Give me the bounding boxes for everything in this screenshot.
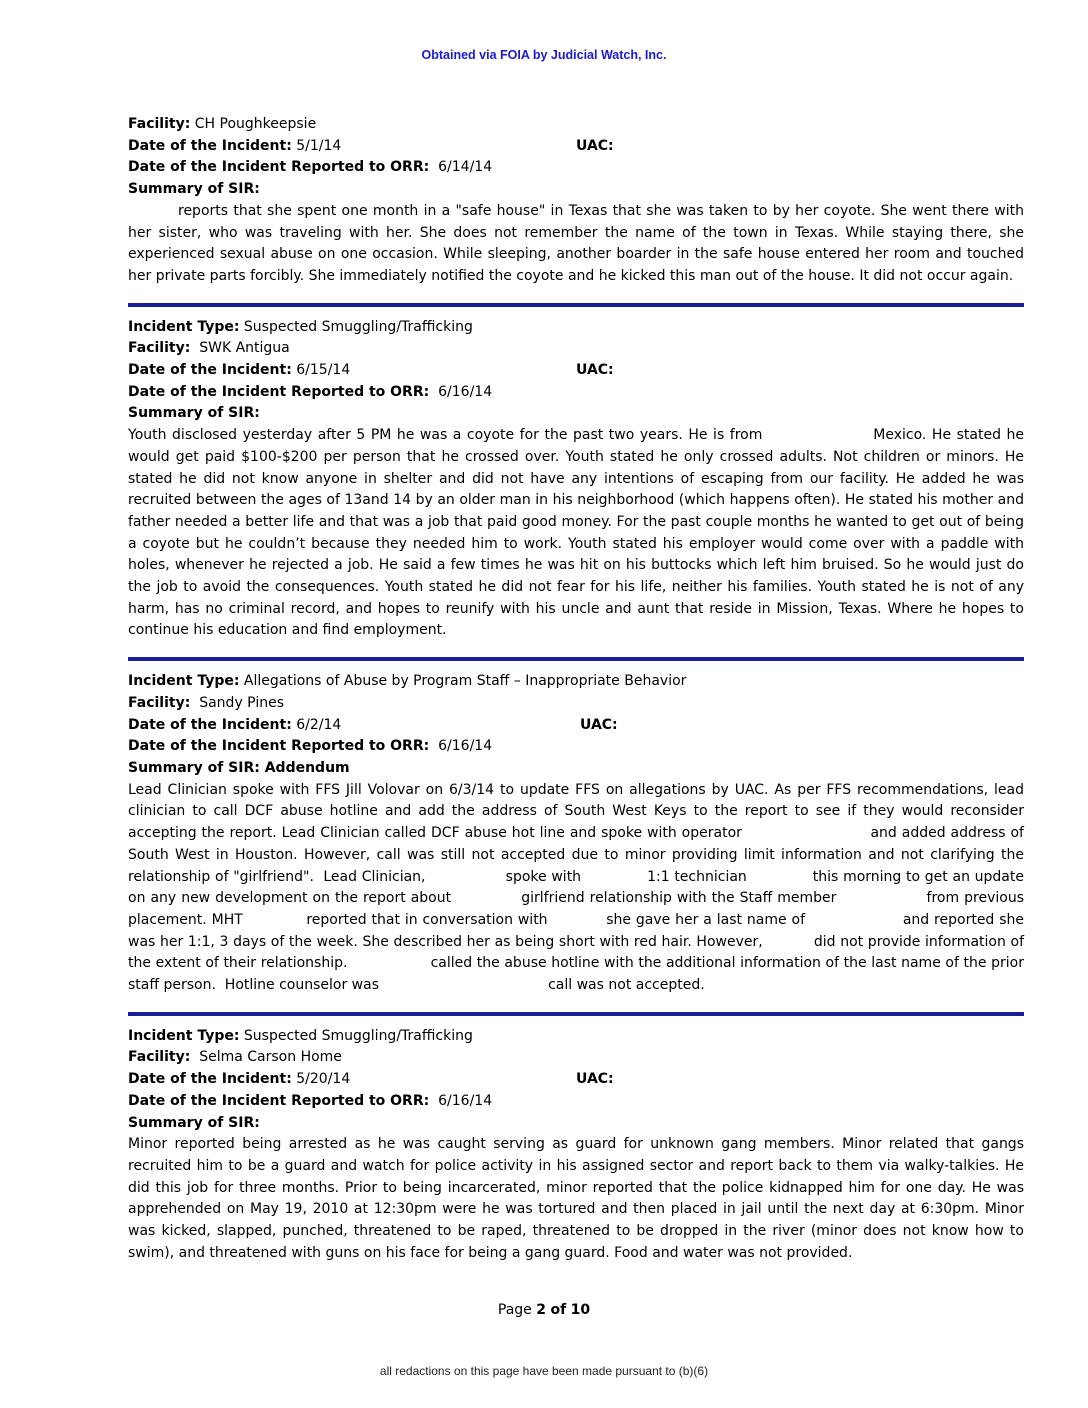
facility-label: Facility: [128, 1049, 191, 1066]
facility-value: Sandy Pines [199, 694, 284, 711]
summary-text: Lead Clinician spoke with FFS Jill Volovar on 6/3/14 to update FFS on allegations by UAC. As per FFS recommendations, lead clinician to call DCF abuse hotline and add the address of South West Keys to the report to see if they would reconsider accepting the report. Lead Clinician called DCF abuse hot line and spoke with operator and added address of South West in Houston. However, call was still not accepted due to minor providing limit information and not clarifying the relationship of "girlfriend". Lead Clinician, spoke with 1:1 technician this morning to get an update on any new development on the report about girlfriend relationship with the Staff member from previous placement. MHT reported that in conversation with she gave her a last name of and reported she was her 1:1, 3 days of the week. She described her as being short with red hair. However, did not provide information of the extent of their relationship. called the abuse hotline with the additional information of the last name of the prior staff person. Hotline counselor was call was not accepted. [128, 781, 1029, 994]
incident-type-label: Incident Type [128, 1027, 234, 1044]
date-incident-label: Date of the Incident: [128, 1071, 292, 1088]
uac-label: UAC: [576, 362, 614, 379]
summary-text: reports that she spent one month in a "safe house" in Texas that she was taken to by her coyote. She went there with her sister, who was traveling with her. She does not remember the name of the town in Texas. While staying there, she experienced sexual abuse on one occasion. While sleeping, another boarder in the safe house entered her room and touched her private parts forcibly. She immediately notified the coyote and he kicked this man out of the house. It did not occur again. [128, 202, 1024, 284]
foia-notice: Obtained via FOIA by Judicial Watch, Inc. [421, 48, 667, 62]
section-divider [128, 303, 1024, 307]
page-number [0, 1302, 1088, 1318]
page-total: 10 [570, 1302, 591, 1318]
date-reported-label: Date of the Incident Reported to ORR: [128, 1092, 430, 1109]
facility-label: Facility: [128, 694, 191, 711]
redaction-note: all redactions on this page have been made pursuant to (b)(6) [379, 1364, 709, 1378]
date-incident-value: 6/15/14 [296, 362, 351, 379]
date-incident-label: Date of the Incident: [128, 137, 292, 154]
incident-type-label: Incident Type [128, 318, 234, 335]
date-reported-value: 6/16/14 [438, 1092, 493, 1109]
summary-label: Summary of SIR: [128, 405, 260, 422]
summary-label: Summary of SIR: [128, 759, 260, 776]
uac-label: UAC: [576, 1071, 614, 1088]
incident-entry-1 [128, 114, 1024, 288]
facility-label: Facility: [128, 116, 191, 132]
date-incident-value: 6/2/14 [296, 716, 342, 733]
summary-text: Youth disclosed yesterday after 5 PM he was a coyote for the past two years. He is from Mexico. He stated he would get paid $100-$200 per person that he crossed over. Youth stated he only crossed adults. Not children or minors. He stated he did not know anyone in shelter and did not have any intentions of escaping from our facility. He added he was recruited between the ages of 13and 14 by an older man in his neighborhood (which happens often). He stated his mother and father needed a better life and that was a job that paid good money. For the past couple months he wanted to get out of being a coyote but he couldn’t because they needed him to work. Youth stated his employer would come over with a paddle with holes, whenever he rejected a job. He said a few times he was hit on his buttocks which left him bruised. So he would just do the job to avoid the consequences. Youth stated he did not fear for his life, neither his families. Youth stated he is not of any harm, has no criminal record, and hopes to reunify with his uncle and aunt that reside in Mission, Texas. Where he hopes to continue his education and find employment. [128, 427, 1029, 639]
incident-type-label: Incident Type [128, 673, 234, 690]
date-incident-label: Date of the Incident: [128, 362, 292, 379]
date-reported-label: Date of the Incident Reported to ORR: [128, 383, 430, 400]
facility-value: CH Poughkeepsie [194, 116, 317, 132]
date-reported-label: Date of the Incident Reported to ORR: [128, 159, 430, 176]
facility-value: SWK Antigua [199, 340, 290, 357]
incident-entry-2: Incident Type: Suspected Smuggling/Trafficking Facility: SWK Antigua Date of the Incident: 6/15/14 UAC: Date of the Incident Reported to ORR: 6/16/14 Summary of SIR: Youth disclosed yesterday after 5 PM he was a coyote for the past two years. He is from Mexico. He stated he would get paid $100-$200 per person that he crossed over. Youth stated he only crossed adults. Not children or minors. He stated he did not know anyone in shelter and did not have any intentions of escaping from our facility. He added he was recruited between the ages of 13and 14 by an older man in his neighborhood (which happens often). He stated his mother and father needed a better life and that was a job that paid good money. For the past couple months he wanted to get out of being a coyote but he couldn’t because they needed him to work. Youth stated his employer would come over with a paddle with holes, whenever he rejected a job. He said a few times he was hit on his buttocks which left him bruised. So he would just do the job to avoid the consequences. Youth stated he did not fear for his life, neither his families. Youth stated he is not of any harm, has no criminal record, and hopes to reunify with his uncle and aunt that reside in Mission, Texas. Where he hopes to continue his education and find employment. [128, 317, 1024, 643]
date-reported-value: 6/16/14 [438, 383, 493, 400]
section-divider [128, 657, 1024, 661]
incident-type-value: Suspected Smuggling/Trafficking [243, 318, 473, 335]
summary-label: Summary of SIR: [128, 1114, 260, 1131]
summary-addendum: Addendum [264, 759, 350, 776]
facility-label: Facility: [128, 340, 191, 357]
date-reported-value: 6/14/14 [438, 159, 493, 176]
summary-label: Summary of SIR: [128, 181, 260, 198]
facility-value: Selma Carson Home [199, 1049, 342, 1066]
incident-type-value: Allegations of Abuse by Program Staff – Inappropriate Behavior [243, 673, 687, 690]
of-word: of [550, 1302, 567, 1318]
uac-label: UAC: [580, 716, 618, 733]
page-word: Page [497, 1302, 532, 1318]
date-incident-label: Date of the Incident: [128, 716, 292, 733]
page-current: 2 [536, 1302, 546, 1318]
date-reported-label: Date of the Incident Reported to ORR: [128, 738, 430, 755]
incident-list [128, 114, 1029, 1264]
incident-entry-3: Incident Type: Allegations of Abuse by Program Staff – Inappropriate Behavior Facility: Sandy Pines Date of the Incident: 6/2/14 UAC: Date of the Incident Reported to ORR: 6/16/14 Summary of SIR: Addendum Lead Clinician spoke with FFS Jill Volovar on 6/3/14 to update FFS on allegations by UAC. As per FFS recommendations, lead clinician to call DCF abuse hotline and add the address of South West Keys to the report to see if they would reconsider accepting the report. Lead Clinician called DCF abuse hot line and spoke with operator and added address of South West in Houston. However, call was still not accepted due to minor providing limit information and not clarifying the relationship of "girlfriend". Lead Clinician, spoke with 1:1 technician this morning to get an update on any new development on the report about girlfriend relationship with the Staff member from previous placement. MHT reported that in conversation with she gave her a last name of and reported she was her 1:1, 3 days of the week. She described her as being short with red hair. However, did not provide information of the extent of their relationship. called the abuse hotline with the additional information of the last name of the prior staff person. Hotline counselor was call was not accepted. [128, 671, 1024, 997]
date-incident-value: 5/20/14 [296, 1071, 351, 1088]
section-divider [128, 1012, 1024, 1016]
date-incident-value: 5/1/14 [296, 137, 342, 154]
uac-label: UAC: [576, 137, 614, 154]
summary-text: Minor reported being arrested as he was caught serving as guard for unknown gang members. Minor related that gangs recruited him to be a guard and watch for police activity in his assigned sector and report back to them via walky-talkies. He did this job for three months. Prior to being incarcerated, minor reported that the police kidnapped him for one day. He was apprehended on May 19, 2010 at 12:30pm were he was tortured and then placed in jail until the next day at 6:30pm. Minor was kicked, slapped, punched, threatened to be raped, threatened to be dropped in the river (minor does not know how to swim), and threatened with guns on his face for being a gang guard. Food and water was not provided. [128, 1136, 1024, 1261]
incident-type-value: Suspected Smuggling/Trafficking [243, 1027, 473, 1044]
incident-entry-4: Incident Type: Suspected Smuggling/Trafficking Facility: Selma Carson Home Date of the Incident: 5/20/14 UAC: Date of the Incident Reported to ORR: 6/16/14 Summary of SIR: Minor reported being arrested as he was caught serving as guard for unknown gang members. Minor related that gangs recruited him to be a guard and watch for police activity in his assigned sector and report back to them via walky-talkies. He did this job for three months. Prior to being incarcerated, minor reported that the police kidnapped him for one day. He was apprehended on May 19, 2010 at 12:30pm were he was tortured and then placed in jail until the next day at 6:30pm. Minor was kicked, slapped, punched, threatened to be raped, threatened to be dropped in the river (minor does not know how to swim), and threatened with guns on his face for being a gang guard. Food and water was not provided. [128, 1026, 1024, 1265]
date-reported-value: 6/16/14 [438, 738, 493, 755]
